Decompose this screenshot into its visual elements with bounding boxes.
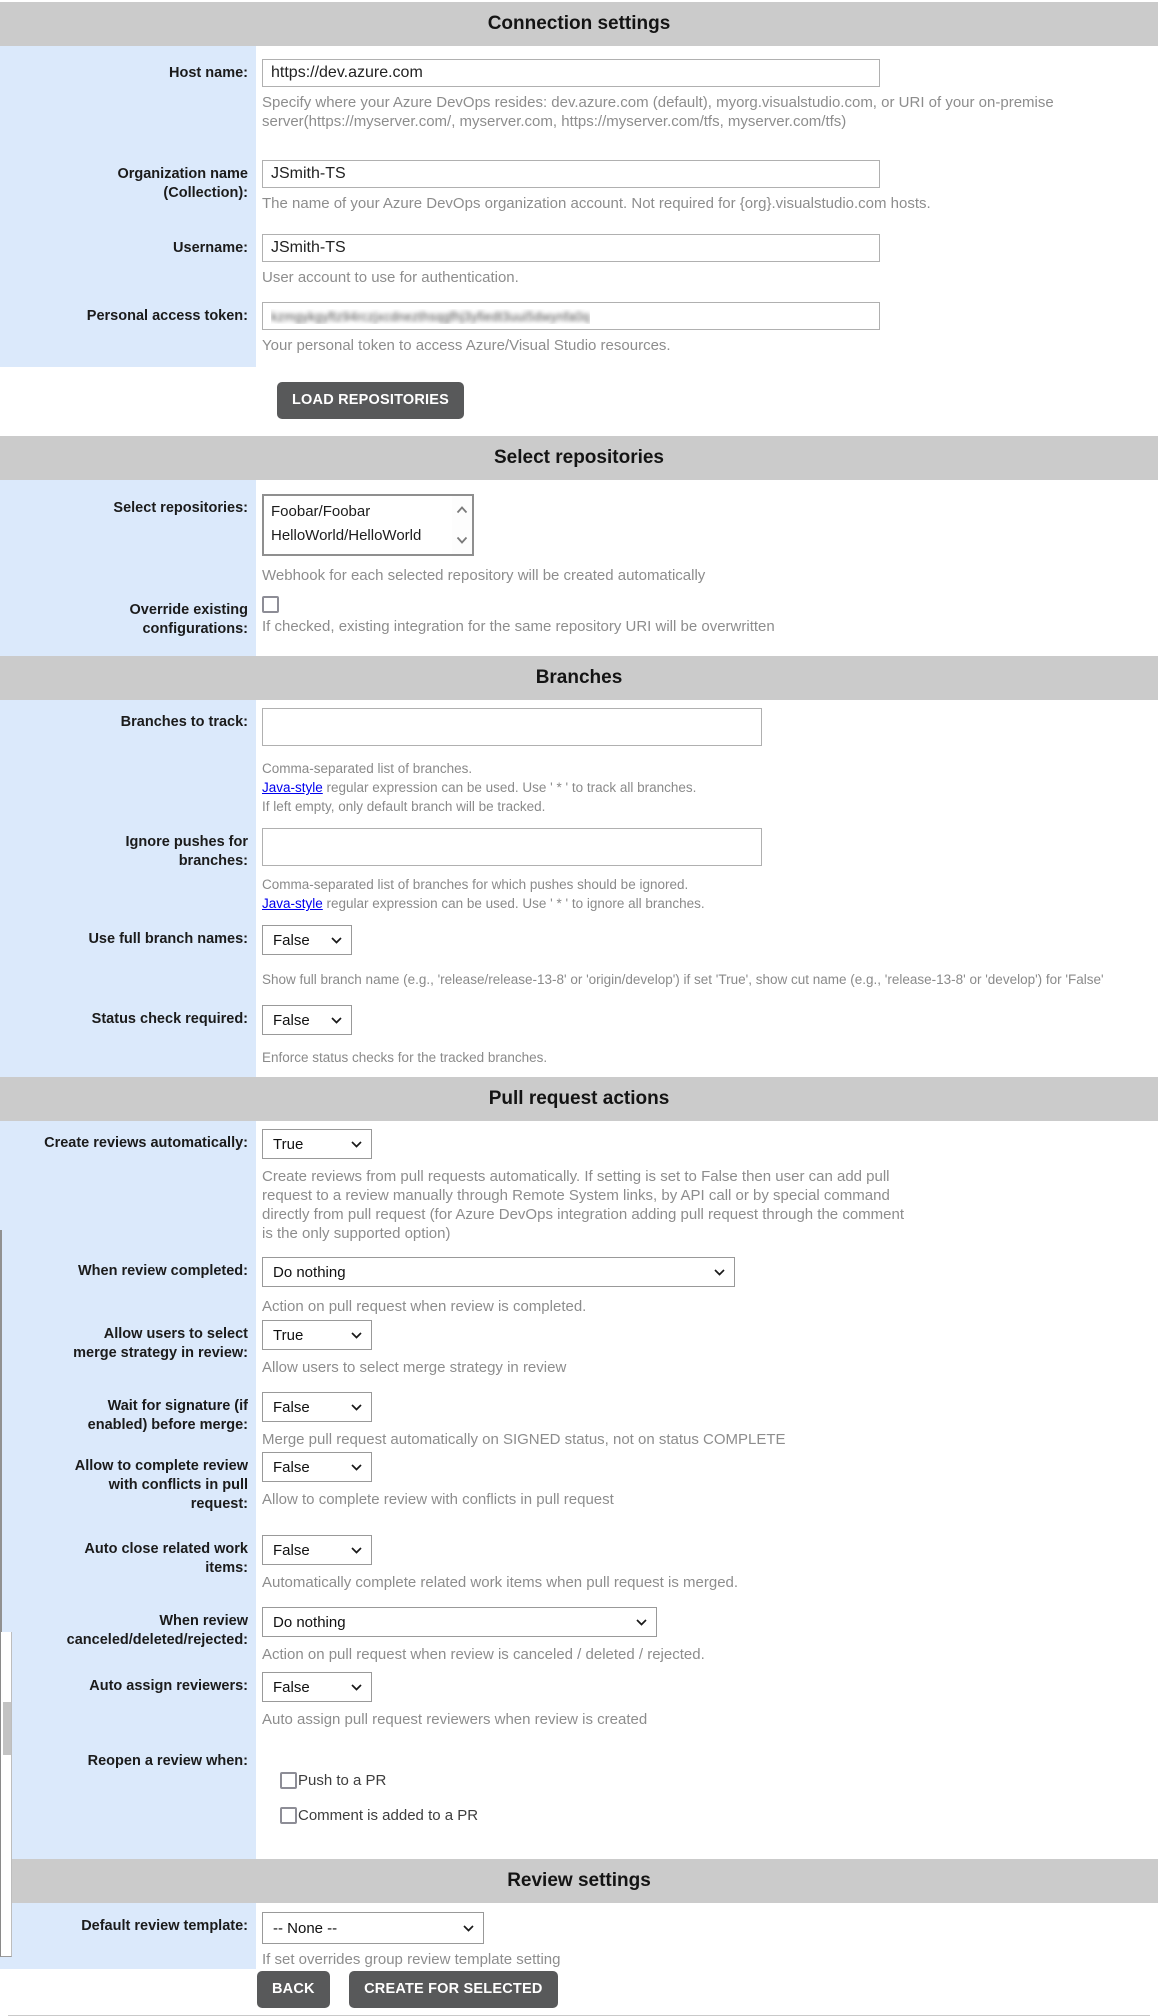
connection-settings-header xyxy=(0,2,1158,46)
create-reviews-label: Create reviews automatically: xyxy=(44,1135,248,1151)
field-row-branches-to-track xyxy=(0,708,1158,816)
repositories-listbox[interactable] xyxy=(262,494,474,556)
field-row-username xyxy=(0,234,1158,287)
help-line: Comma-separated list of branches for which pushes should be ignored. xyxy=(262,877,689,892)
review-completed-label: When review completed: xyxy=(77,1263,248,1279)
reopen-review-label: Reopen a review when: xyxy=(87,1753,248,1769)
allow-conflicts-select[interactable]: False xyxy=(262,1452,372,1482)
field-row-review-canceled xyxy=(0,1607,1158,1664)
full-branch-names-label: Use full branch names: xyxy=(88,931,248,947)
field-row-status-check xyxy=(0,1005,1158,1067)
field-row-full-branch-names xyxy=(0,925,1158,989)
wait-signature-help: Merge pull request automatically on SIGNED status, not on status COMPLETE xyxy=(262,1431,786,1448)
allow-conflicts-help: Allow to complete review with conflicts in pull request xyxy=(262,1491,614,1508)
scroll-down-icon[interactable] xyxy=(456,531,468,549)
auto-assign-select[interactable]: False xyxy=(262,1672,372,1702)
reopen-option-comment xyxy=(280,1807,1158,1824)
branches-header xyxy=(0,656,1158,700)
push-to-pr-label: Push to a PR xyxy=(298,1772,387,1789)
auto-close-help: Automatically complete related work items when pull request is merged. xyxy=(262,1574,739,1591)
select-repositories-label: Select repositories: xyxy=(113,500,248,516)
create-reviews-help: Create reviews from pull requests automatically. If setting is set to False then user can add pull request to a review manually through Remote System links, by API call or by special command directly from pull request (for Azure DevOps integration adding pull request through the comment is the only supported option) xyxy=(262,1168,904,1242)
field-row-create-reviews xyxy=(0,1129,1158,1243)
create-for-selected-button[interactable]: CREATE FOR SELECTED xyxy=(349,1971,557,2008)
ignore-pushes-label: Ignore pushes for branches: xyxy=(125,834,248,869)
field-row-auto-assign xyxy=(0,1672,1158,1729)
ignore-pushes-input[interactable] xyxy=(262,828,762,866)
chevron-down-icon xyxy=(351,1684,362,1691)
field-row-ignore-pushes xyxy=(0,828,1158,913)
merge-strategy-help: Allow users to select merge strategy in review xyxy=(262,1359,567,1376)
java-style-link[interactable]: Java-style xyxy=(262,896,323,911)
chevron-down-icon xyxy=(636,1619,647,1626)
field-row-review-template xyxy=(0,1912,1158,1969)
username-input[interactable] xyxy=(262,234,880,262)
field-row-auto-close xyxy=(0,1535,1158,1592)
override-configurations-help: If checked, existing integration for the same repository URI will be overwritten xyxy=(262,618,775,635)
left-scrollbar-thumb[interactable] xyxy=(3,1702,11,1755)
review-canceled-help: Action on pull request when review is canceled / deleted / rejected. xyxy=(262,1646,705,1663)
scroll-up-icon[interactable] xyxy=(456,501,468,519)
chevron-down-icon xyxy=(351,1547,362,1554)
section-title: Pull request actions xyxy=(488,1088,670,1109)
status-check-label: Status check required: xyxy=(91,1011,248,1027)
organization-help: The name of your Azure DevOps organization account. Not required for {org}.visualstudio.com hosts. xyxy=(262,195,931,212)
field-row-organization xyxy=(0,160,1158,213)
field-row-access-token xyxy=(0,302,1158,355)
chevron-down-icon xyxy=(331,937,342,944)
wait-signature-label: Wait for signature (if enabled) before merge: xyxy=(87,1398,248,1433)
wait-signature-select[interactable]: False xyxy=(262,1392,372,1422)
status-check-select[interactable]: False xyxy=(262,1005,352,1035)
select-repositories-header xyxy=(0,436,1158,480)
back-button[interactable]: BACK xyxy=(257,1971,330,2008)
select-repositories-help: Webhook for each selected repository will be created automatically xyxy=(262,567,706,584)
review-canceled-label: When review canceled/deleted/rejected: xyxy=(66,1613,248,1648)
auto-close-label: Auto close related work items: xyxy=(84,1541,248,1576)
section-title: Branches xyxy=(535,667,623,688)
review-template-label: Default review template: xyxy=(81,1918,248,1934)
review-settings-header xyxy=(0,1859,1158,1903)
java-style-link[interactable]: Java-style xyxy=(262,780,323,795)
full-branch-names-help: Show full branch name (e.g., 'release/release-13-8' or 'origin/develop') if set 'True', show cut name (e.g., 'release-13-8' or 'develop') for 'False' xyxy=(262,972,1104,987)
username-label: Username: xyxy=(173,240,248,256)
section-title: Select repositories xyxy=(493,447,665,468)
push-to-pr-checkbox[interactable] xyxy=(280,1772,297,1789)
field-row-wait-signature xyxy=(0,1392,1158,1449)
review-completed-select[interactable]: Do nothing xyxy=(262,1257,735,1287)
host-name-input[interactable] xyxy=(262,59,880,87)
chevron-down-icon xyxy=(351,1141,362,1148)
host-name-help: Specify where your Azure DevOps resides: dev.azure.com (default), myorg.visualstudio.com, or URI of your on-premise server(https://myserver.com/, myserver.com, https://myserver.com/tfs, myserver.com/tfs) xyxy=(262,94,1054,130)
organization-input[interactable] xyxy=(262,160,880,188)
organization-label: Organization name (Collection): xyxy=(117,166,248,201)
auto-close-select[interactable]: False xyxy=(262,1535,372,1565)
chevron-down-icon xyxy=(351,1464,362,1471)
username-help: User account to use for authentication. xyxy=(262,269,519,286)
load-repositories-button[interactable]: LOAD REPOSITORIES xyxy=(277,382,464,419)
help-line: Java-style regular expression can be used. Use ' * ' to ignore all branches. xyxy=(262,896,705,911)
pull-request-actions-header xyxy=(0,1077,1158,1121)
merge-strategy-label: Allow users to select merge strategy in review: xyxy=(73,1326,248,1361)
help-line: If left empty, only default branch will be tracked. xyxy=(262,799,546,814)
access-token-label: Personal access token: xyxy=(86,308,248,324)
branches-to-track-input[interactable] xyxy=(262,708,762,746)
full-branch-names-select[interactable]: False xyxy=(262,925,352,955)
masked-token-value: kzmgykgyftz94rczjxcdnezthsqgfhj3yfiedt3uui5dwynfa0q xyxy=(271,308,590,324)
section-title: Review settings xyxy=(507,1870,651,1891)
left-pane-border xyxy=(0,1230,2,1632)
auto-assign-help: Auto assign pull request reviewers when review is created xyxy=(262,1711,648,1728)
help-line: Comma-separated list of branches. xyxy=(262,761,473,776)
comment-added-label: Comment is added to a PR xyxy=(298,1807,479,1824)
section-title: Connection settings xyxy=(487,13,671,34)
override-configurations-checkbox[interactable] xyxy=(262,596,279,613)
auto-assign-label: Auto assign reviewers: xyxy=(89,1678,248,1694)
repository-list-item[interactable]: Foobar/Foobar xyxy=(271,503,371,520)
review-completed-help: Action on pull request when review is completed. xyxy=(262,1298,587,1315)
access-token-help: Your personal token to access Azure/Visual Studio resources. xyxy=(262,337,671,354)
review-canceled-select[interactable]: Do nothing xyxy=(262,1607,657,1637)
chevron-down-icon xyxy=(331,1017,342,1024)
review-template-select[interactable]: -- None -- xyxy=(262,1912,484,1944)
chevron-down-icon xyxy=(351,1404,362,1411)
listbox-scrollbar[interactable] xyxy=(452,496,472,554)
field-row-merge-strategy xyxy=(0,1320,1158,1377)
branches-to-track-label: Branches to track: xyxy=(120,714,248,730)
reopen-option-push xyxy=(280,1772,1158,1789)
comment-added-checkbox[interactable] xyxy=(280,1807,297,1824)
host-name-label: Host name: xyxy=(169,65,248,81)
review-template-help: If set overrides group review template setting xyxy=(262,1951,561,1968)
personal-access-token-input[interactable] xyxy=(262,302,880,330)
field-row-reopen-review xyxy=(0,1747,1158,1824)
field-row-select-repositories xyxy=(0,494,1158,585)
chevron-down-icon xyxy=(714,1269,725,1276)
repository-list-item[interactable]: HelloWorld/HelloWorld xyxy=(271,527,422,544)
field-row-host-name xyxy=(0,59,1158,131)
field-row-allow-conflicts xyxy=(0,1452,1158,1514)
left-scrollbar-track xyxy=(0,1632,12,1957)
chevron-down-icon xyxy=(351,1332,362,1339)
status-check-help: Enforce status checks for the tracked branches. xyxy=(262,1050,548,1065)
chevron-down-icon xyxy=(463,1925,474,1932)
override-configurations-label: Override existing configurations: xyxy=(129,602,248,637)
help-line: Java-style regular expression can be used. Use ' * ' to track all branches. xyxy=(262,780,697,795)
field-row-override-configurations xyxy=(0,596,1158,639)
merge-strategy-select[interactable]: True xyxy=(262,1320,372,1350)
allow-conflicts-label: Allow to complete review with conflicts in pull request: xyxy=(74,1458,248,1512)
create-reviews-select[interactable]: True xyxy=(262,1129,372,1159)
field-row-review-completed xyxy=(0,1257,1158,1316)
